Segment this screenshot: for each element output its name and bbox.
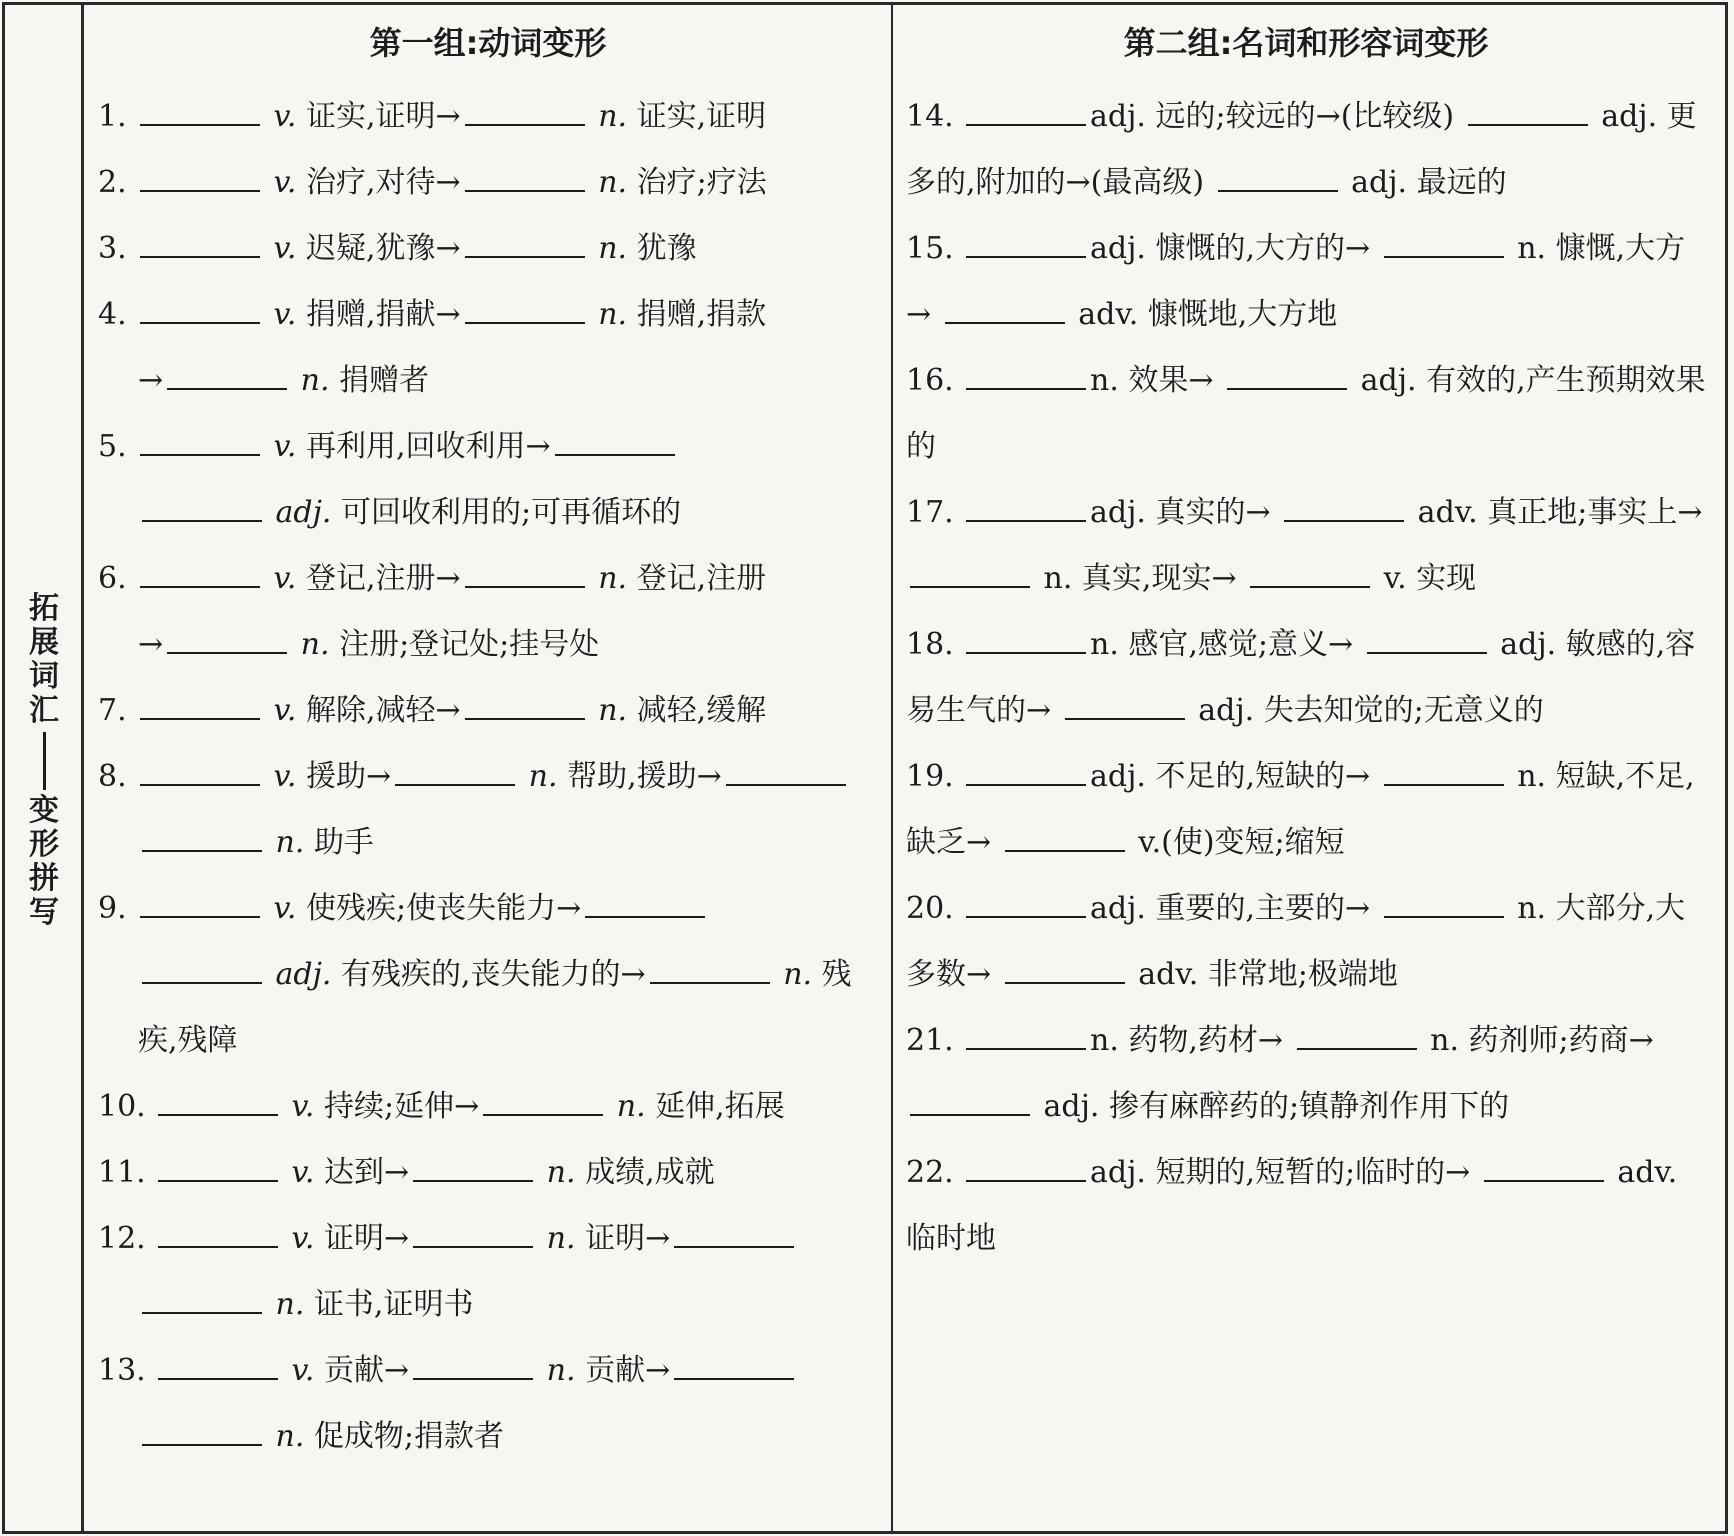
part-of-speech: v. (264, 759, 306, 794)
exercise-item (98, 744, 878, 810)
part-of-speech: n. (588, 165, 637, 200)
answer-blank[interactable] (465, 694, 585, 720)
definition-text: 残疾,残障 (138, 957, 852, 1058)
answer-blank[interactable] (1005, 958, 1125, 984)
definition-text: 减轻,缓解 (636, 693, 767, 728)
definition-text: n. 感官,感觉;意义→ (1090, 627, 1363, 662)
definition-text: 贡献→ (585, 1353, 671, 1388)
answer-blank[interactable] (413, 1222, 533, 1248)
answer-blank[interactable] (1484, 1156, 1604, 1182)
definition-text: n. 大部分,大多数→ (906, 891, 1686, 992)
answer-blank[interactable] (465, 166, 585, 192)
item-number: 12. (98, 1221, 146, 1256)
answer-blank[interactable] (483, 1090, 603, 1116)
definition-text: 延伸,拓展 (655, 1089, 785, 1124)
answer-blank[interactable] (1468, 100, 1588, 126)
definition-text: 治疗,对待→ (306, 165, 461, 200)
answer-blank[interactable] (966, 892, 1086, 918)
definition-text: adj. 敏感的,容易生气的→ (906, 627, 1696, 728)
part-of-speech: n. (588, 297, 637, 332)
definition-text: adv. 慷慨地,大方地 (1068, 297, 1338, 332)
definition-text: adj. 失去知觉的;无意义的 (1188, 693, 1544, 728)
answer-blank[interactable] (140, 562, 260, 588)
definition-text: adj. 慷慨的,大方的→ (1090, 231, 1380, 266)
side-char: 展 (29, 625, 59, 660)
item-number: 16. (906, 363, 954, 398)
part-of-speech: n. (291, 627, 340, 662)
definition-text: 使残疾;使丧失能力→ (306, 891, 582, 926)
answer-blank[interactable] (945, 298, 1065, 324)
definition-text: adv. 临时地 (906, 1155, 1678, 1256)
answer-blank[interactable] (910, 1090, 1030, 1116)
definition-text: 迟疑,犹豫→ (306, 231, 461, 266)
item-number: 13. (98, 1353, 146, 1388)
item-number: 10. (98, 1089, 146, 1124)
item-number: 17. (906, 495, 954, 530)
answer-blank[interactable] (966, 100, 1086, 126)
answer-blank[interactable] (585, 892, 705, 918)
answer-blank[interactable] (1284, 496, 1404, 522)
definition-text: n. 药剂师;药商→ (1420, 1023, 1654, 1058)
exercise-item (906, 348, 1706, 480)
part-of-speech: n. (588, 561, 637, 596)
side-label (22, 592, 66, 930)
exercise-continuation (98, 942, 878, 1074)
answer-blank[interactable] (142, 496, 262, 522)
side-char: 词 (29, 659, 59, 694)
answer-blank[interactable] (167, 364, 287, 390)
definition-text: adj. 更多的,附加的→(最高级) (906, 99, 1697, 200)
definition-text: 登记,注册→ (306, 561, 461, 596)
part-of-speech: v. (264, 429, 306, 464)
answer-blank[interactable] (140, 694, 260, 720)
definition-text: n. 药物,药材→ (1090, 1023, 1293, 1058)
item-number: 2. (98, 165, 127, 200)
answer-blank[interactable] (1005, 826, 1125, 852)
definition-text: 帮助,援助→ (567, 759, 722, 794)
answer-blank[interactable] (650, 958, 770, 984)
answer-blank[interactable] (465, 100, 585, 126)
definition-text: 促成物;捐款者 (313, 1419, 505, 1454)
definition-text: n. 效果→ (1090, 363, 1224, 398)
definition-text: adj. 真实的→ (1090, 495, 1281, 530)
item-number: 21. (906, 1023, 954, 1058)
exercise-item (98, 1338, 878, 1404)
answer-blank[interactable] (910, 562, 1030, 588)
definition-text: 持续;延伸→ (324, 1089, 480, 1124)
answer-blank[interactable] (674, 1354, 794, 1380)
answer-blank[interactable] (158, 1090, 278, 1116)
definition-text: 可回收利用的;可再循环的 (341, 495, 682, 530)
answer-blank[interactable] (140, 892, 260, 918)
left-item-list (98, 84, 878, 1470)
part-of-speech: n. (266, 825, 314, 860)
side-label-column (2, 2, 84, 1534)
definition-text: v. 实现 (1374, 561, 1477, 596)
answer-blank[interactable] (142, 826, 262, 852)
item-number: 6. (98, 561, 127, 596)
definition-text: 治疗;疗法 (636, 165, 767, 200)
item-number: 4. (98, 297, 127, 332)
definition-text: 犹豫 (636, 231, 697, 266)
answer-blank[interactable] (966, 628, 1086, 654)
exercise-item (906, 84, 1706, 216)
answer-blank[interactable] (140, 298, 260, 324)
part-of-speech: n. (537, 1221, 586, 1256)
side-char: 变 (29, 793, 59, 828)
definition-text: adj. 最远的 (1341, 165, 1507, 200)
part-of-speech: v. (282, 1353, 324, 1388)
right-column (906, 16, 1706, 1272)
part-of-speech: adj. (266, 495, 341, 530)
left-column-title: 第一组:动词变形 (369, 24, 607, 62)
part-of-speech: adj. (266, 957, 341, 992)
answer-blank[interactable] (1227, 364, 1347, 390)
part-of-speech: v. (264, 99, 306, 134)
definition-text: 证明→ (585, 1221, 671, 1256)
definition-text: 登记,注册 (636, 561, 767, 596)
item-number: 19. (906, 759, 954, 794)
answer-blank[interactable] (465, 232, 585, 258)
definition-text: 解除,减轻→ (306, 693, 461, 728)
part-of-speech: v. (282, 1155, 324, 1190)
answer-blank[interactable] (158, 1156, 278, 1182)
exercise-item (98, 678, 878, 744)
answer-blank[interactable] (966, 1024, 1086, 1050)
item-number: 8. (98, 759, 127, 794)
definition-text: adj. 短期的,短暂的;临时的→ (1090, 1155, 1480, 1190)
part-of-speech: v. (282, 1221, 324, 1256)
answer-blank[interactable] (1065, 694, 1185, 720)
side-char: 写 (29, 895, 59, 930)
part-of-speech: n. (537, 1155, 586, 1190)
answer-blank[interactable] (1250, 562, 1370, 588)
definition-text: 证实,证明→ (306, 99, 461, 134)
answer-blank[interactable] (726, 760, 846, 786)
definition-text: adj. 有效的,产生预期效果的 (906, 363, 1706, 464)
definition-text: n. 真实,现实→ (1034, 561, 1247, 596)
definition-text: 捐赠者 (339, 363, 430, 398)
definition-text: 助手 (313, 825, 374, 860)
part-of-speech: v. (282, 1089, 324, 1124)
part-of-speech: v. (264, 165, 306, 200)
side-char: 汇 (29, 693, 59, 728)
part-of-speech: v. (264, 693, 306, 728)
definition-text: 再利用,回收利用→ (306, 429, 551, 464)
answer-blank[interactable] (465, 298, 585, 324)
part-of-speech: n. (588, 231, 637, 266)
part-of-speech: n. (291, 363, 340, 398)
answer-blank[interactable] (140, 100, 260, 126)
part-of-speech: n. (607, 1089, 656, 1124)
answer-blank[interactable] (142, 958, 262, 984)
item-number: 22. (906, 1155, 954, 1190)
definition-text: 证明→ (324, 1221, 410, 1256)
answer-blank[interactable] (140, 166, 260, 192)
exercise-continuation (98, 1272, 878, 1338)
definition-text: adj. 远的;较远的→(比较级) (1090, 99, 1464, 134)
part-of-speech: n. (773, 957, 822, 992)
answer-blank[interactable] (140, 232, 260, 258)
part-of-speech: v. (264, 561, 306, 596)
exercise-continuation (98, 480, 878, 546)
side-char: 形 (29, 827, 59, 862)
definition-text: 捐赠,捐献→ (306, 297, 461, 332)
answer-blank[interactable] (413, 1156, 533, 1182)
definition-text: 成绩,成就 (585, 1155, 715, 1190)
definition-text: adj. 重要的,主要的→ (1090, 891, 1380, 926)
definition-text: 贡献→ (324, 1353, 410, 1388)
definition-text: 援助→ (306, 759, 392, 794)
answer-blank[interactable] (465, 562, 585, 588)
definition-text: 证实,证明 (636, 99, 767, 134)
definition-text: 达到→ (324, 1155, 410, 1190)
part-of-speech: n. (266, 1287, 314, 1322)
item-number: 15. (906, 231, 954, 266)
answer-blank[interactable] (1384, 760, 1504, 786)
part-of-speech: n. (588, 99, 637, 134)
definition-text: adv. 非常地;极端地 (1128, 957, 1398, 992)
answer-blank[interactable] (395, 760, 515, 786)
answer-blank[interactable] (1384, 232, 1504, 258)
exercise-item (906, 216, 1706, 348)
definition-text: 注册;登记处;挂号处 (339, 627, 600, 662)
answer-blank[interactable] (1297, 1024, 1417, 1050)
answer-blank[interactable] (158, 1354, 278, 1380)
definition-text: 捐赠,捐款 (636, 297, 767, 332)
exercise-item (906, 1140, 1706, 1272)
definition-text: adj. 不足的,短缺的→ (1090, 759, 1380, 794)
column-divider (891, 2, 893, 1534)
part-of-speech: v. (264, 891, 306, 926)
side-char: 拼 (29, 861, 59, 896)
item-number: 1. (98, 99, 127, 134)
exercise-item (98, 282, 878, 348)
answer-blank[interactable] (966, 496, 1086, 522)
answer-blank[interactable] (140, 430, 260, 456)
arrow-text: → (138, 627, 164, 662)
exercise-item (98, 546, 878, 612)
exercise-item (98, 1206, 878, 1272)
item-number: 5. (98, 429, 127, 464)
part-of-speech: v. (264, 231, 306, 266)
definition-text: v.(使)变短;缩短 (1128, 825, 1345, 860)
item-number: 7. (98, 693, 127, 728)
answer-blank[interactable] (167, 628, 287, 654)
right-column-title: 第二组:名词和形容词变形 (1123, 24, 1489, 62)
exercise-item (906, 1008, 1706, 1140)
exercise-item (98, 876, 878, 942)
answer-blank[interactable] (1367, 628, 1487, 654)
exercise-item (98, 216, 878, 282)
part-of-speech: v. (264, 297, 306, 332)
exercise-item (906, 876, 1706, 1008)
exercise-item (906, 612, 1706, 744)
answer-blank[interactable] (158, 1222, 278, 1248)
exercise-continuation (98, 1404, 878, 1470)
answer-blank[interactable] (140, 760, 260, 786)
item-number: 14. (906, 99, 954, 134)
answer-blank[interactable] (142, 1288, 262, 1314)
side-dash (43, 732, 46, 790)
answer-blank[interactable] (1218, 166, 1338, 192)
definition-text: 证书,证明书 (313, 1287, 474, 1322)
left-column (98, 16, 878, 1470)
exercise-item (906, 744, 1706, 876)
exercise-continuation (98, 612, 878, 678)
exercise-continuation (98, 810, 878, 876)
arrow-text: → (138, 363, 164, 398)
part-of-speech: n. (266, 1419, 314, 1454)
answer-blank[interactable] (966, 232, 1086, 258)
right-item-list (906, 84, 1706, 1272)
answer-blank[interactable] (142, 1420, 262, 1446)
answer-blank[interactable] (1384, 892, 1504, 918)
answer-blank[interactable] (966, 1156, 1086, 1182)
definition-text: adv. 真正地;事实上→ (1408, 495, 1703, 530)
part-of-speech: n. (519, 759, 568, 794)
part-of-speech: n. (537, 1353, 586, 1388)
exercise-item (906, 480, 1706, 612)
answer-blank[interactable] (413, 1354, 533, 1380)
item-number: 3. (98, 231, 127, 266)
definition-text: adj. 掺有麻醉药的;镇静剂作用下的 (1034, 1089, 1510, 1124)
item-number: 11. (98, 1155, 146, 1190)
exercise-item (98, 84, 878, 150)
answer-blank[interactable] (966, 364, 1086, 390)
exercise-item (98, 1074, 878, 1140)
answer-blank[interactable] (674, 1222, 794, 1248)
exercise-continuation (98, 348, 878, 414)
item-number: 18. (906, 627, 954, 662)
part-of-speech: n. (588, 693, 637, 728)
exercise-item (98, 414, 878, 480)
exercise-item (98, 150, 878, 216)
side-char: 拓 (29, 591, 59, 626)
answer-blank[interactable] (555, 430, 675, 456)
exercise-item (98, 1140, 878, 1206)
definition-text: 有残疾的,丧失能力的→ (341, 957, 646, 992)
definition-text: n. 慷慨,大方→ (906, 231, 1686, 332)
item-number: 20. (906, 891, 954, 926)
answer-blank[interactable] (966, 760, 1086, 786)
definition-text: n. 短缺,不足,缺乏→ (906, 759, 1695, 860)
item-number: 9. (98, 891, 127, 926)
